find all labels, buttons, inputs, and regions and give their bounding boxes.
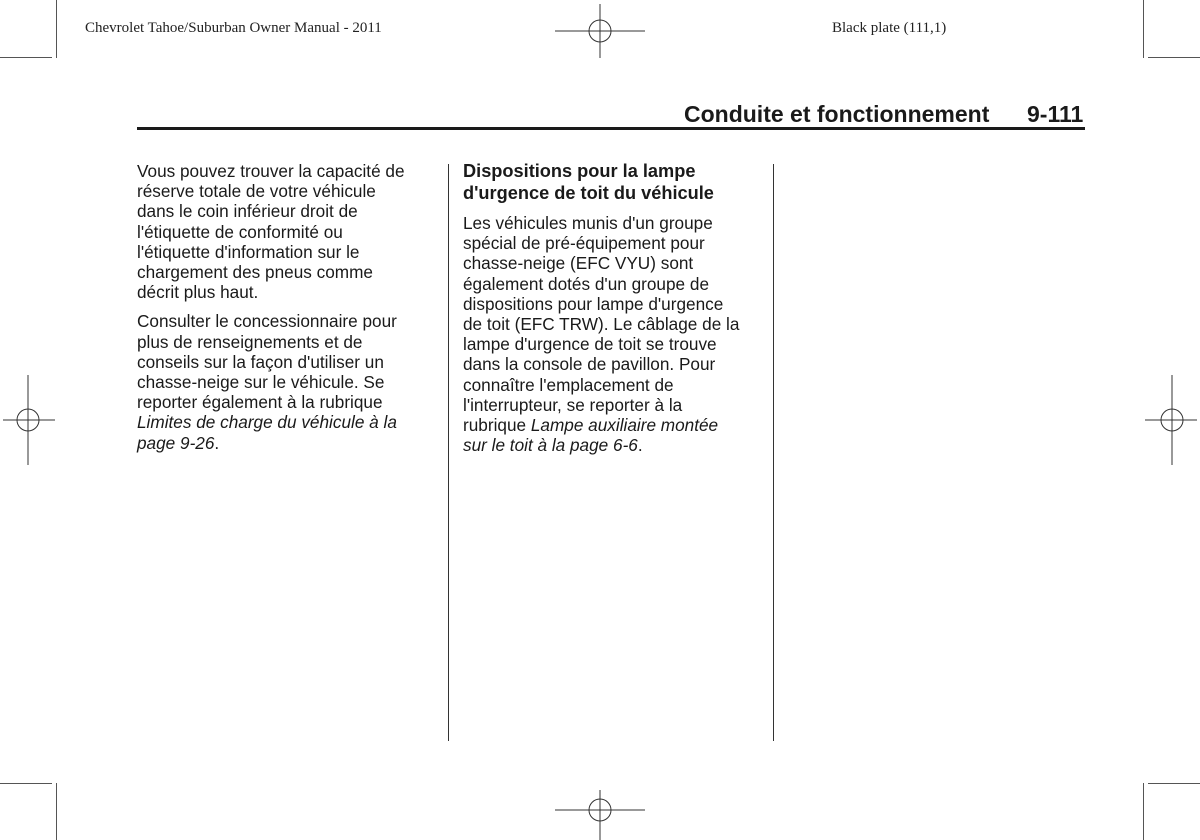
section-title: Conduite et fonctionnement bbox=[684, 101, 990, 127]
subsection-heading: Dispositions pour la lampe d'urgence de toit du véhicule bbox=[463, 161, 714, 203]
crosshair-registration-icon bbox=[555, 790, 645, 840]
page-number: 9-111 bbox=[1027, 101, 1084, 127]
crop-mark-bottom-left-vertical bbox=[56, 783, 57, 840]
paragraph: Consulter le concessionnaire pour plus de renseignements et de conseils sur la façon d'utiliser un chasse-neige sur le véhicule. Se reporter également à la rubrique Limites de charge du véhicule à la page 9-26. bbox=[137, 311, 397, 453]
paragraph: Les véhicules munis d'un groupe spécial de pré-équipement pour chasse-neige (EFC VYU) sont également dotés d'un groupe de dispositions pour lampe d'urgence de toit (EFC TRW). Le câblage de la lampe d'urgence de toit se trouve dans la console de pavillon. Pour connaître l'emplacement de l'interrupteur, se reporter à la rubrique Lampe auxiliaire montée sur le toit à la page 6-6. bbox=[463, 213, 740, 456]
crop-mark-top-left-vertical bbox=[56, 0, 57, 58]
crop-mark-top-right-horizontal bbox=[1148, 57, 1200, 58]
crosshair-registration-icon bbox=[1142, 375, 1200, 465]
crop-mark-top-right-vertical bbox=[1143, 0, 1144, 58]
column-middle bbox=[463, 161, 768, 464]
crop-mark-top-left-horizontal bbox=[0, 57, 52, 58]
crop-mark-bottom-left-horizontal bbox=[0, 783, 52, 784]
cross-reference: Lampe auxiliaire montée sur le toit à la page 6-6 bbox=[463, 415, 719, 456]
crosshair-registration-icon bbox=[555, 0, 645, 62]
column-divider bbox=[773, 164, 774, 741]
crop-mark-bottom-right-horizontal bbox=[1148, 783, 1200, 784]
crosshair-registration-icon bbox=[0, 375, 58, 465]
cross-reference: Limites de charge du véhicule à la page 9-26 bbox=[137, 412, 397, 453]
paragraph: Vous pouvez trouver la capacité de réserve totale de votre véhicule dans le coin inférieur droit de l'étiquette de conformité ou l'étiquette d'information sur le chargement des pneus comme décrit plus haut. bbox=[137, 161, 405, 303]
column-divider bbox=[448, 164, 449, 741]
crop-mark-bottom-right-vertical bbox=[1143, 783, 1144, 840]
column-left bbox=[137, 161, 437, 462]
print-slug-left: Chevrolet Tahoe/Suburban Owner Manual - 2011 bbox=[85, 20, 382, 36]
header-rule bbox=[137, 127, 1085, 130]
print-slug-right: Black plate (111,1) bbox=[832, 20, 947, 36]
